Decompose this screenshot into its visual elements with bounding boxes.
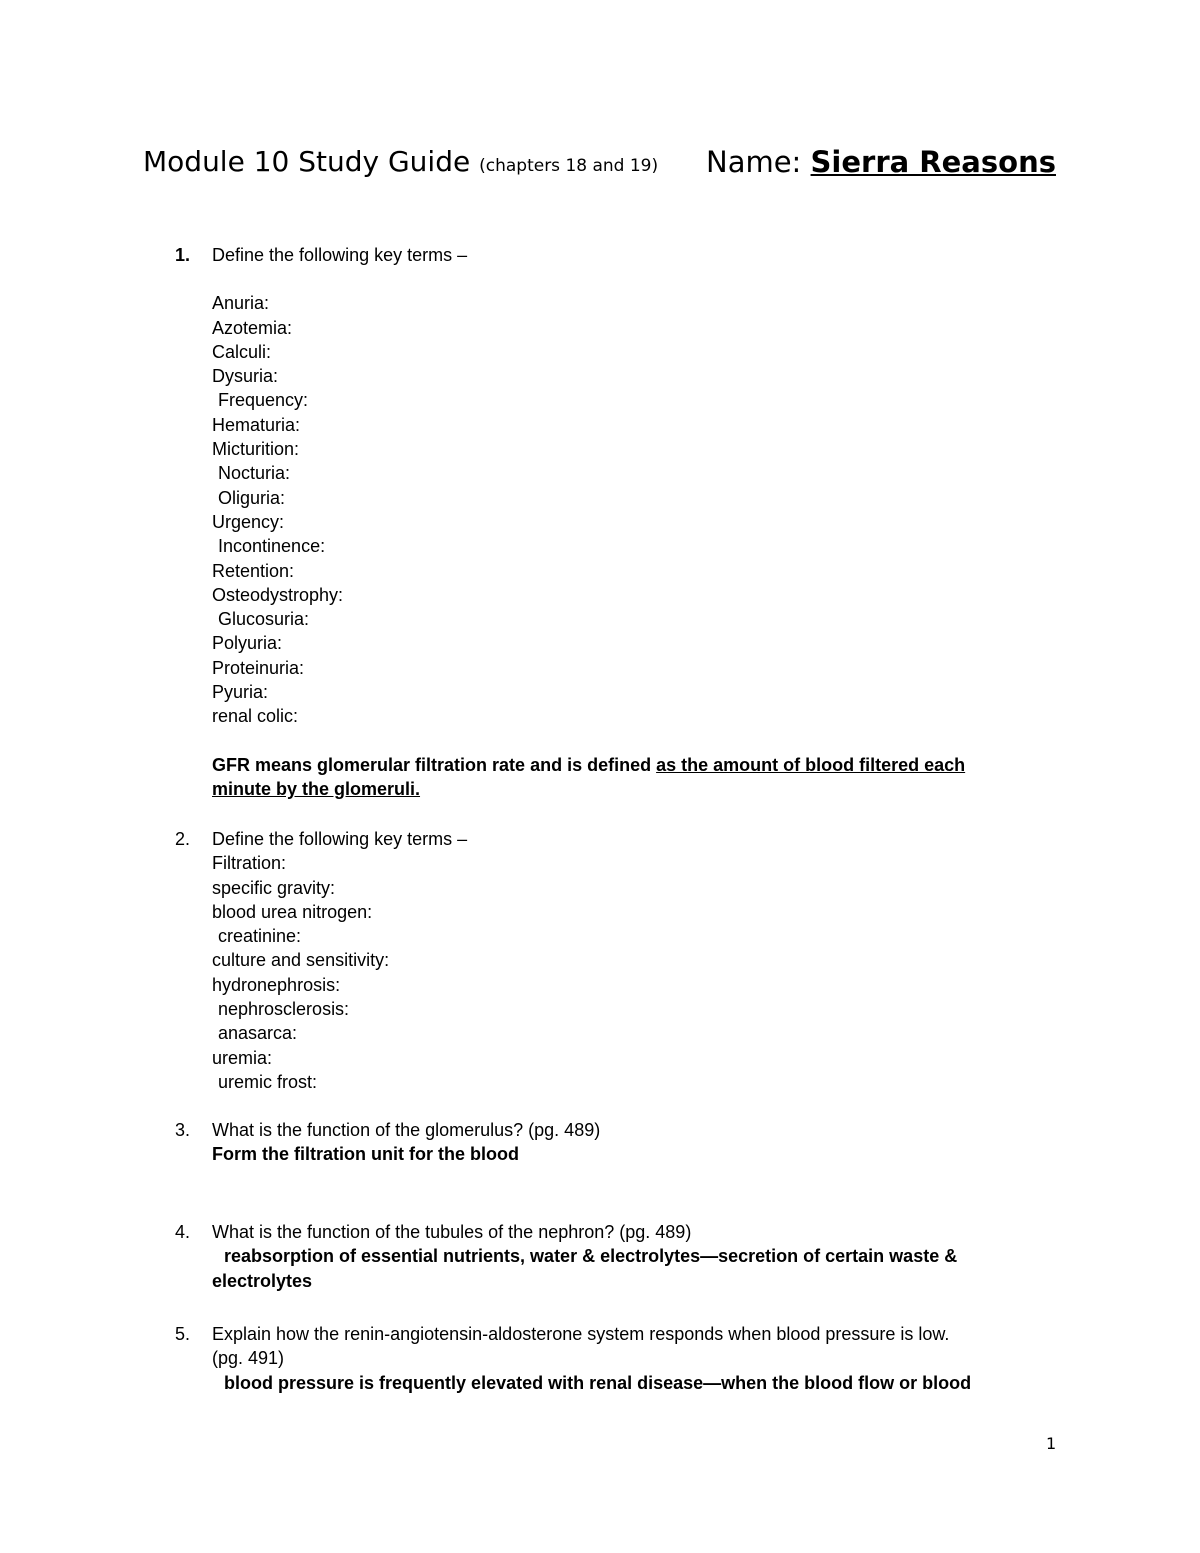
gfr-answer [212, 753, 1052, 802]
question-3 [175, 1118, 601, 1167]
term: Hematuria: [212, 414, 301, 435]
term: Filtration: [212, 853, 287, 874]
question-answer: reabsorption of essential nutrients, water & electrolytes—secretion of certain waste & [224, 1246, 958, 1267]
term: hydronephrosis: [212, 974, 341, 995]
term: Oliguria: [218, 487, 286, 508]
question-5 [175, 1322, 972, 1395]
question-answer: blood pressure is frequently elevated with renal disease—when the blood flow or blood [224, 1372, 972, 1393]
term: Polyuria: [212, 633, 283, 654]
page-number: 1 [1046, 1434, 1057, 1453]
term: nephrosclerosis: [218, 999, 350, 1020]
question-prompt-cont: (pg. 491) [212, 1348, 285, 1369]
term: Proteinuria: [212, 657, 305, 678]
term: Micturition: [212, 439, 300, 460]
term: Anuria: [212, 293, 270, 314]
term: Urgency: [212, 511, 285, 532]
question-answer: Form the filtration unit for the blood [212, 1144, 519, 1165]
term: specific gravity: [212, 877, 336, 898]
term: blood urea nitrogen: [212, 901, 373, 922]
term: anasarca: [218, 1023, 298, 1044]
question-number: 2. [175, 829, 191, 849]
question-prompt: What is the function of the tubules of the nephron? (pg. 489) [212, 1222, 692, 1242]
term: uremia: [212, 1047, 273, 1068]
question-4 [175, 1220, 958, 1293]
term: Dysuria: [212, 366, 279, 387]
term: Glucosuria: [218, 609, 310, 630]
question-2 [175, 827, 468, 1094]
term: creatinine: [218, 926, 302, 947]
term: Nocturia: [218, 463, 291, 484]
question-prompt: Define the following key terms – [212, 245, 468, 265]
title-main: Module 10 Study Guide [143, 145, 480, 178]
question-prompt: What is the function of the glomerulus? (pg. 489) [212, 1120, 601, 1140]
question-1 [175, 243, 1052, 801]
term: Calculi: [212, 341, 272, 362]
term: Azotemia: [212, 317, 293, 338]
term: Osteodystrophy: [212, 584, 344, 605]
question-prompt: Define the following key terms – [212, 829, 468, 849]
question-answer-cont: electrolytes [212, 1270, 313, 1291]
title-chapters: (chapters 18 and 19) [479, 156, 659, 176]
term: Pyuria: [212, 682, 269, 703]
term: uremic frost: [218, 1071, 318, 1092]
term: Incontinence: [218, 536, 326, 557]
question-number: 3. [175, 1120, 191, 1140]
term: Frequency: [218, 390, 309, 411]
gfr-answer-text: GFR means glomerular filtration rate and is defined [212, 754, 657, 775]
name-block [706, 145, 1056, 179]
student-name: Sierra Reasons [810, 145, 1056, 179]
question-number: 4. [175, 1222, 191, 1242]
name-label: Name: [706, 145, 811, 179]
term: culture and sensitivity: [212, 950, 390, 971]
gfr-answer-underlined: as the amount of blood filtered each [656, 754, 966, 775]
question-number: 1. [175, 245, 191, 265]
question-prompt: Explain how the renin-angiotensin-aldosterone system responds when blood pressure is low. [212, 1324, 950, 1344]
gfr-answer-underlined-2: minute by the glomeruli. [212, 778, 421, 799]
term: renal colic: [212, 706, 299, 727]
term: Retention: [212, 560, 295, 581]
question-number: 5. [175, 1324, 191, 1344]
document-title [143, 145, 658, 178]
